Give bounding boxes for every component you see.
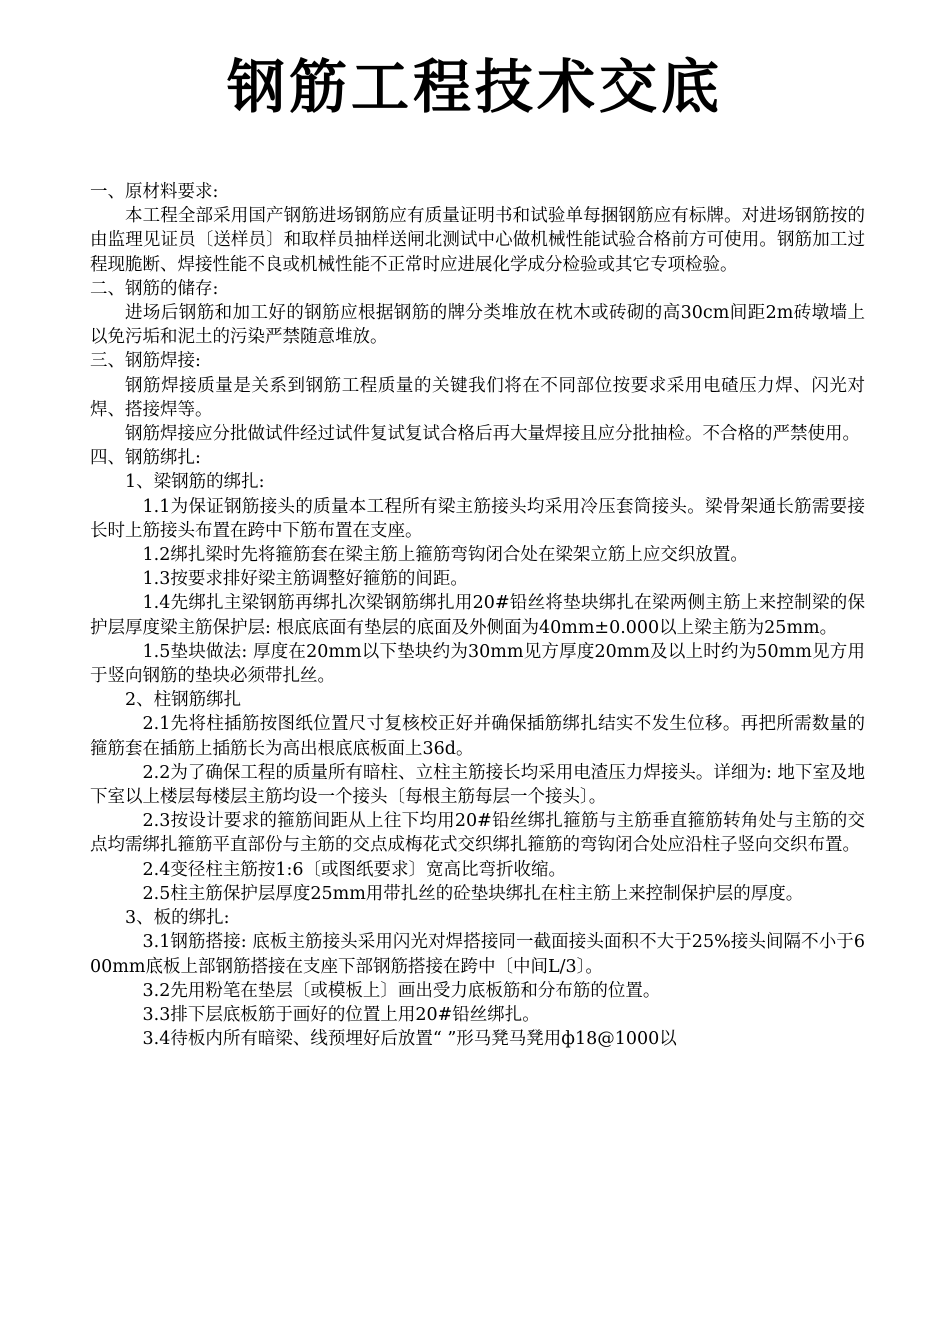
body-paragraph: 2.3按设计要求的箍筋间距从上往下均用20#铅丝绑扎箍筋与主筋垂直箍筋转角处与主筋的交点均需绑扎箍筋平直部份与主筋的交点成梅花式交织绑扎箍筋的弯钩闭合处应沿柱子竖向交织布置。 [90, 811, 865, 856]
body-paragraph: 1.2绑扎梁时先将箍筋套在梁主筋上箍筋弯钩闭合处在梁架立筋上应交织放置。 [142, 545, 748, 566]
body-paragraph: 3、板的绑扎: [125, 908, 230, 929]
body-paragraph: 本工程全部采用国产钢筋进场钢筋应有质量证明书和试验单每捆钢筋应有标牌。对进场钢筋按的由监理见证员〔送样员〕和取样员抽样送闸北测试中心做机械性能试验合格前方可使用。钢筋加工过程现脆断、焊接性能不良或机械性能不正常时应进展化学成分检验或其它专项检验。 [90, 206, 865, 275]
body-paragraph: 1、梁钢筋的绑扎: [125, 472, 265, 493]
body-paragraph: 2.4变径柱主筋按1:6〔或图纸要求〕宽高比弯折收缩。 [142, 859, 566, 880]
section-heading: 三、钢筋焊接: [90, 351, 201, 372]
body-paragraph: 钢筋焊接质量是关系到钢筋工程质量的关键我们将在不同部位按要求采用电碴压力焊、闪光对焊、搭接焊等。 [90, 375, 865, 420]
body-paragraph: 1.5垫块做法: 厚度在20mm以下垫块约为30mm见方厚度20mm及以上时约为50mm见方用于竖向钢筋的垫块必须带扎丝。 [90, 641, 865, 687]
body-paragraph: 3.3排下层底板筋于画好的位置上用20#铅丝绑扎。 [142, 1004, 540, 1025]
body-paragraph: 3.4待板内所有暗梁、线预埋好后放置“ ”形马凳马凳用ф18@1000以 [142, 1029, 677, 1050]
body-paragraph: 钢筋焊接应分批做试件经过试件复试复试合格后再大量焊接且应分批抽检。不合格的严禁使用。 [125, 424, 860, 445]
body-paragraph: 1.4先绑扎主梁钢筋再绑扎次梁钢筋绑扎用20#铅丝将垫块绑扎在梁两侧主筋上来控制梁的保护层厚度梁主筋保护层: 根底底面有垫层的底面及外侧面为40mm±0.000以上梁主筋为25mm。 [90, 593, 865, 638]
section-heading: 四、钢筋绑扎: [90, 448, 201, 469]
document-body [90, 180, 865, 1051]
body-paragraph: 1.1为保证钢筋接头的质量本工程所有梁主筋接头均采用冷压套筒接头。梁骨架通长筋需要接长时上筋接头布置在跨中下筋布置在支座。 [90, 496, 865, 541]
body-paragraph: 2.2为了确保工程的质量所有暗柱、立柱主筋接长均采用电渣压力焊接头。详细为: 地下室及地下室以上楼层每楼层主筋均设一个接头〔每根主筋每层一个接头〕。 [90, 762, 865, 808]
document-title: 钢筋工程技术交底 [226, 53, 723, 121]
section-heading: 二、钢筋的储存: [90, 278, 219, 299]
section-heading: 一、原材料要求: [90, 182, 219, 202]
body-paragraph: 2、柱钢筋绑扎 [125, 690, 242, 711]
body-paragraph: 3.2先用粉笔在垫层〔或模板上〕画出受力底板筋和分布筋的位置。 [142, 980, 661, 1001]
body-paragraph: 2.5柱主筋保护层厚度25mm用带扎丝的砼垫块绑扎在柱主筋上来控制保护层的厚度。 [142, 883, 804, 904]
body-paragraph: 进场后钢筋和加工好的钢筋应根据钢筋的牌分类堆放在枕木或砖砌的高30cm间距2m砖墩墙上以免污垢和泥土的污染严禁随意堆放。 [90, 303, 865, 348]
body-paragraph: 3.1钢筋搭接: 底板主筋接头采用闪光对焊搭接同一截面接头面积不大于25%接头间隔不小于600mm底板上部钢筋搭接在支座下部钢筋搭接在跨中〔中间L/3〕。 [90, 932, 865, 977]
body-paragraph: 1.3按要求排好梁主筋调整好箍筋的间距。 [142, 569, 468, 590]
body-paragraph: 2.1先将柱插筋按图纸位置尺寸复核校正好并确保插筋绑扎结实不发生位移。再把所需数量的箍筋套在插筋上插筋长为高出根底底板面上36d。 [90, 714, 865, 759]
